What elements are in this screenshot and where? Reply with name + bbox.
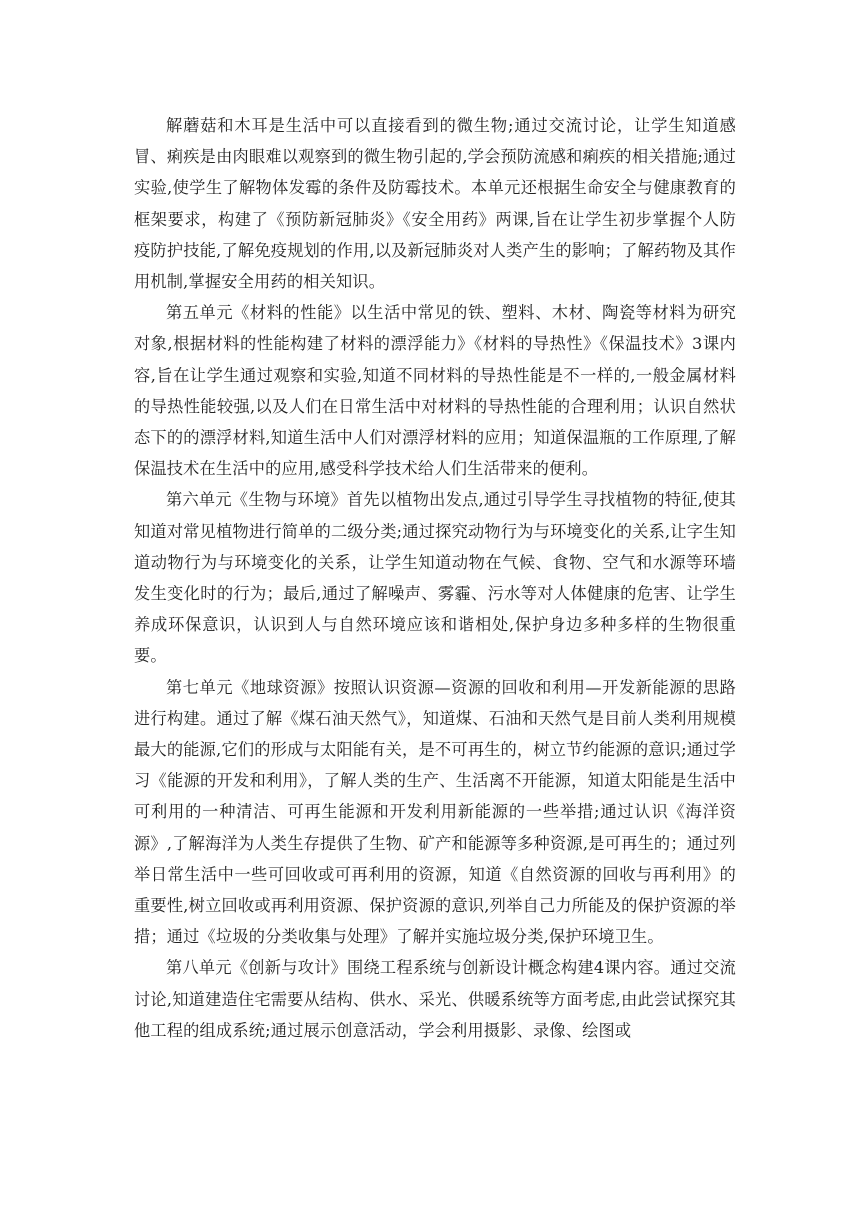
document-body xyxy=(134,110,736,1046)
paragraph-unit-7: 第七单元《地球资源》按照认识资源—资源的回收和利用—开发新能源的思路进行构建。通过了解《煤石油天然气》，知道煤、石油和天然气是目前人类利用规模最大的能源,它们的形成与太阳能有关，是不可再生的，树立节约能源的意识;通过学习《能源的开发和利用》，了解人类的生产、生活离不开能源，知道太阳能是生活中可利用的一种清洁、可再生能源和开发利用新能源的一些举措;通过认识《海洋资源》,了解海洋为人类生存提供了生物、矿产和能源等多种资源,是可再生的；通过列举日常生活中一些可回收或可再利用的资源，知道《自然资源的回收与再利用》的重要性,树立回收或再利用资源、保护资源的意识,列举自己力所能及的保护资源的举措；通过《垃圾的分类收集与处理》了解并实施垃圾分类,保护环境卫生。 xyxy=(134,677,736,947)
paragraph-unit-5: 第五单元《材料的性能》以生活中常见的铁、塑料、木材、陶瓷等材料为研究对象,根据材料的性能构建了材料的漂浮能力》《材料的导热性》《保温技术》3课内容,旨在让学生通过观察和实验,知道不同材料的导热性能是不一样的,一般金属材料的导热性能较强,以及人们在日常生活中对材料的导热性能的合理利用；认识自然状态下的的漂浮材料,知道生活中人们对漂浮材料的应用；知道保温瓶的工作原理,了解保温技术在生活中的应用,感受科学技术给人们生活带来的便利。 xyxy=(134,303,736,479)
paragraph-unit-8: 第八单元《创新与攻计》围绕工程系统与创新设计概念构建4课内容。通过交流讨论,知道建造住宅需要从结构、供水、采光、供暖系统等方面考虑,由此尝试探究其他工程的组成系统;通过展示创意活动，学会利用摄影、录像、绘图或 xyxy=(134,958,736,1040)
paragraph-continuation: 解蘑菇和木耳是生活中可以直接看到的微生物;通过交流讨论，让学生知道感冒、痢疾是由肉眼难以观察到的微生物引起的,学会预防流感和痢疾的相关措施;通过实验,使学生了解物体发霉的条件及防霉技术。本单元还根据生命安全与健康教育的框架要求，构建了《预防新冠肺炎》《安全用药》两课,旨在让学生初步掌握个人防疫防护技能,了解免疫规划的作用,以及新冠肺炎对人类产生的影响；了解药物及其作用机制,掌握安全用药的相关知识。 xyxy=(134,116,736,292)
paragraph-unit-6: 第六单元《生物与环境》首先以植物出发点,通过引导学生寻找植物的特征,使其知道对常见植物进行简单的二级分类;通过探究动物行为与环境变化的关系,让字生知道动物行为与环境变化的关系，让学生知道动物在气候、食物、空气和水源等环墙发生变化时的行为；最后,通过了解噪声、雾霾、污水等对人体健康的危害、让学生养成环保意识，认识到人与自然环境应该和谐相处,保护身边多种多样的生物很重要。 xyxy=(134,490,736,666)
